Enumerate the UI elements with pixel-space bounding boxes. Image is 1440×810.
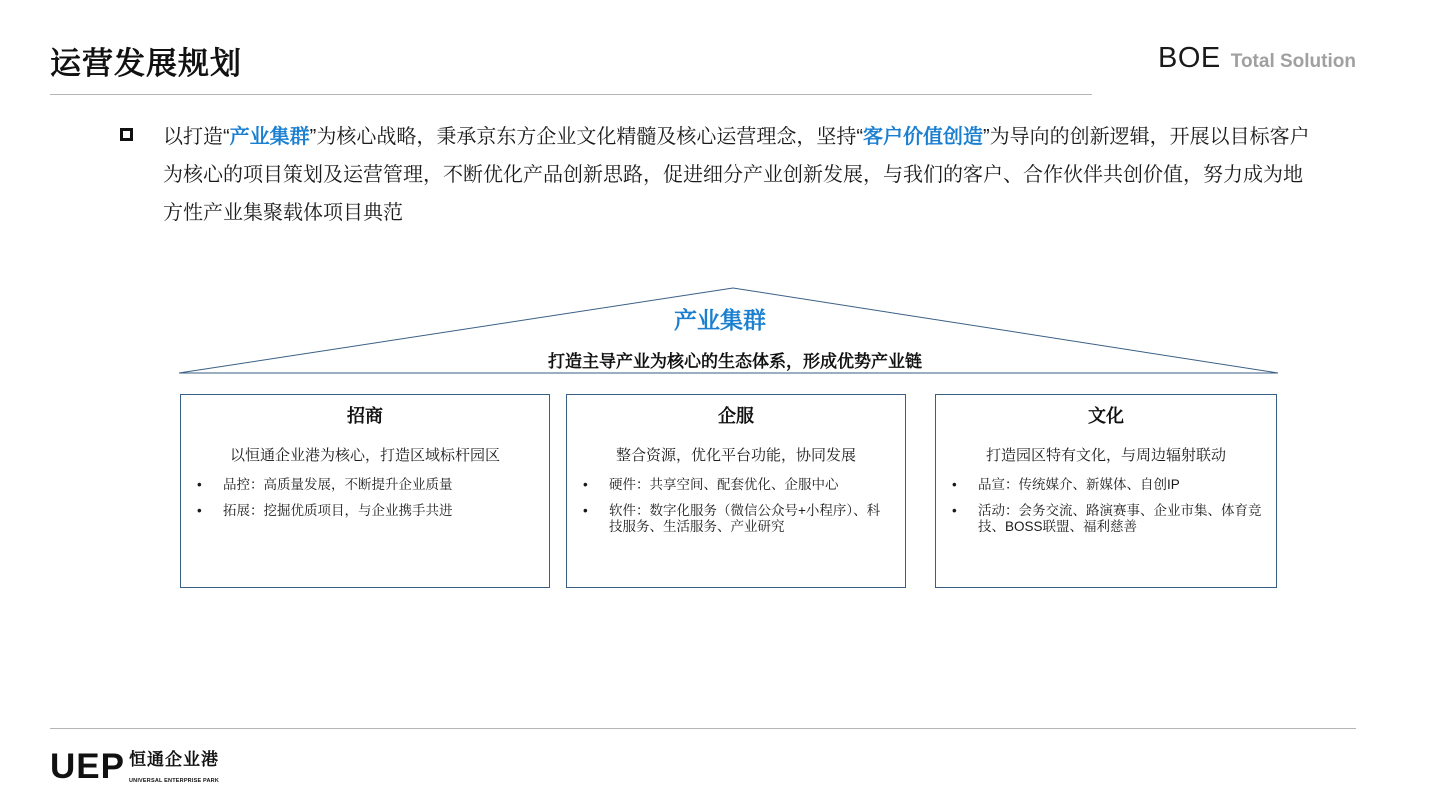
bullet-dot-icon: •: [197, 503, 202, 518]
roof-subtitle: 打造主导产业为核心的生态体系，形成优势产业链: [548, 352, 922, 371]
bullet-dot-icon: •: [583, 503, 588, 518]
pillar-list: [181, 477, 549, 519]
logo-chinese-name: 恒通企业港: [128, 750, 219, 769]
header-divider: [50, 94, 1092, 95]
list-item: [195, 503, 535, 519]
pillar-title: 企服: [718, 406, 754, 426]
intro-paragraph: [120, 120, 1320, 232]
intro-part-2: ”为核心战略，秉承京东方企业文化精髓及核心运营理念，坚持“: [309, 126, 863, 148]
list-item-text: 品宣：传统媒介、新媒体、自创IP: [978, 477, 1180, 492]
logo-mark: UEP: [50, 747, 125, 786]
pillar-desc: 以恒通企业港为核心，打造区域标杆园区: [229, 447, 500, 464]
list-item-text: 软件：数字化服务（微信公众号+小程序）、科技服务、生活服务、产业研究: [609, 503, 881, 534]
list-item-text: 硬件：共享空间、配套优化、企服中心: [609, 477, 839, 492]
pillar-desc: 整合资源，优化平台功能，协同发展: [615, 447, 856, 464]
uep-logo: [50, 748, 219, 786]
roof-title: 产业集群: [674, 307, 766, 333]
list-item: [581, 503, 891, 535]
pillar-list: [567, 477, 905, 535]
list-item: [950, 477, 1262, 493]
intro-part-3: ”为导向的创新逻辑，开展以目标客户为核心的项目策划及运营管理，不断优化产品创新思路，促进细分产业创新发展，与我们的客户、合作伙伴共创价值，努力成为地方性产业集聚载体项目典范: [163, 126, 1310, 224]
page-title: 运营发展规划: [50, 46, 242, 81]
square-bullet-icon: [120, 128, 133, 141]
intro-highlight-cluster: 产业集群: [229, 126, 310, 148]
list-item-text: 拓展：挖掘优质项目，与企业携手共进: [223, 503, 453, 518]
brand-header: [1158, 42, 1356, 75]
intro-text: [163, 118, 1320, 232]
brand-tagline: Total Solution: [1230, 51, 1356, 72]
bullet-dot-icon: •: [952, 503, 957, 518]
bullet-dot-icon: •: [197, 477, 202, 492]
pillar-box-enterprise-service: [566, 394, 906, 588]
pillar-box-recruitment: [180, 394, 550, 588]
list-item: [195, 477, 535, 493]
pillar-box-culture: [935, 394, 1277, 588]
intro-part-1: 以打造“: [163, 126, 230, 148]
list-item-text: 活动：会务交流、路演赛事、企业市集、体育竞技、BOSS联盟、福利慈善: [978, 503, 1262, 534]
pillar-title: 招商: [347, 406, 383, 426]
list-item: [950, 503, 1262, 535]
list-item-text: 品控：高质量发展，不断提升企业质量: [223, 477, 453, 492]
pillar-title: 文化: [1088, 406, 1124, 426]
list-item: [581, 477, 891, 493]
intro-highlight-value: 客户价值创造: [863, 126, 983, 148]
bullet-dot-icon: •: [583, 477, 588, 492]
footer-divider: [50, 728, 1356, 729]
pillar-desc: 打造园区特有文化，与周边辐射联动: [985, 447, 1226, 464]
logo-english-name: UNIVERSAL ENTERPRISE PARK: [128, 778, 220, 784]
pillar-list: [936, 477, 1276, 535]
bullet-dot-icon: •: [952, 477, 957, 492]
brand-name: BOE: [1158, 42, 1221, 74]
